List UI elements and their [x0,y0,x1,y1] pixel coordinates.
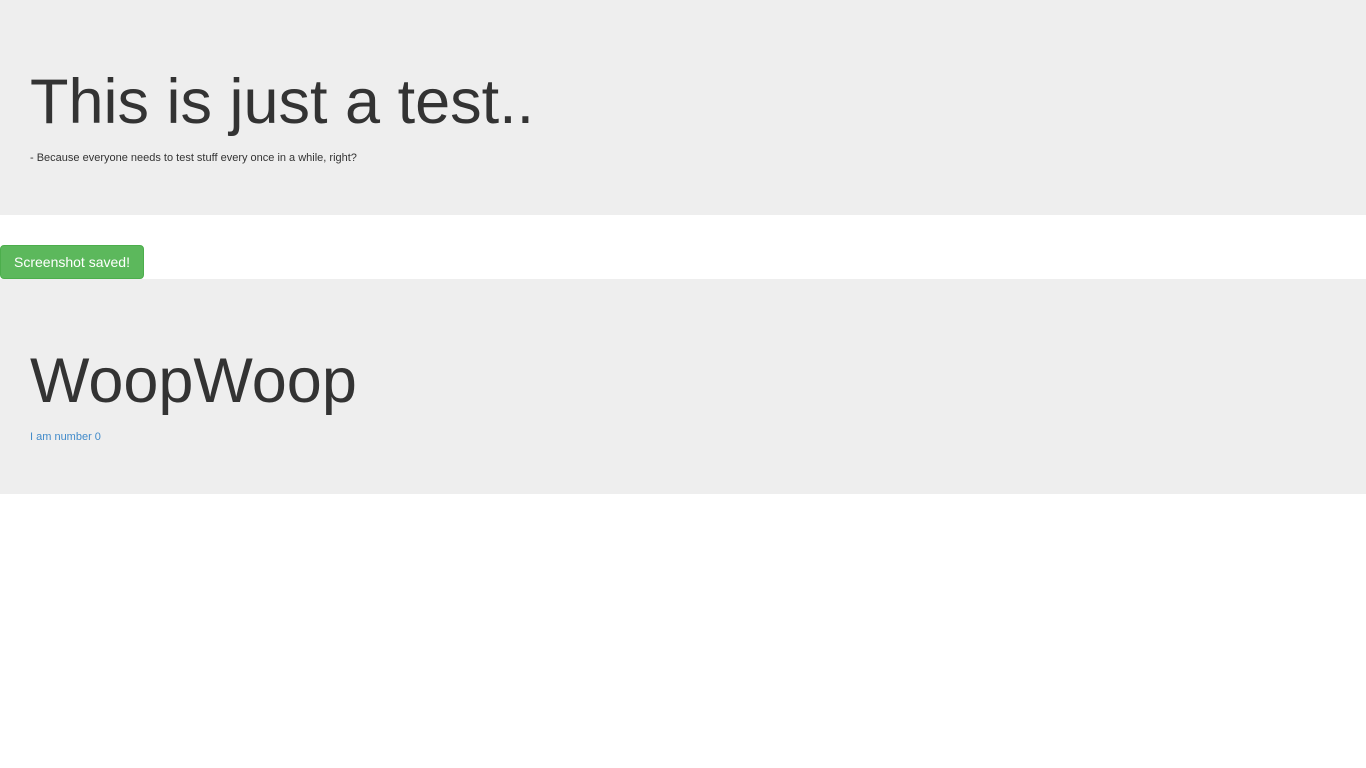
screenshot-saved-button[interactable]: Screenshot saved! [0,245,144,279]
status-row [0,215,1366,279]
section-heading: WoopWoop [30,346,357,416]
jumbotron-intro [0,0,1366,215]
number-link[interactable]: I am number 0 [30,431,101,443]
jumbotron-woopwoop [0,279,1366,494]
page-title: This is just a test.. [30,67,535,137]
intro-subtitle: - Because everyone needs to test stuff every once in a while, right? [30,152,357,164]
